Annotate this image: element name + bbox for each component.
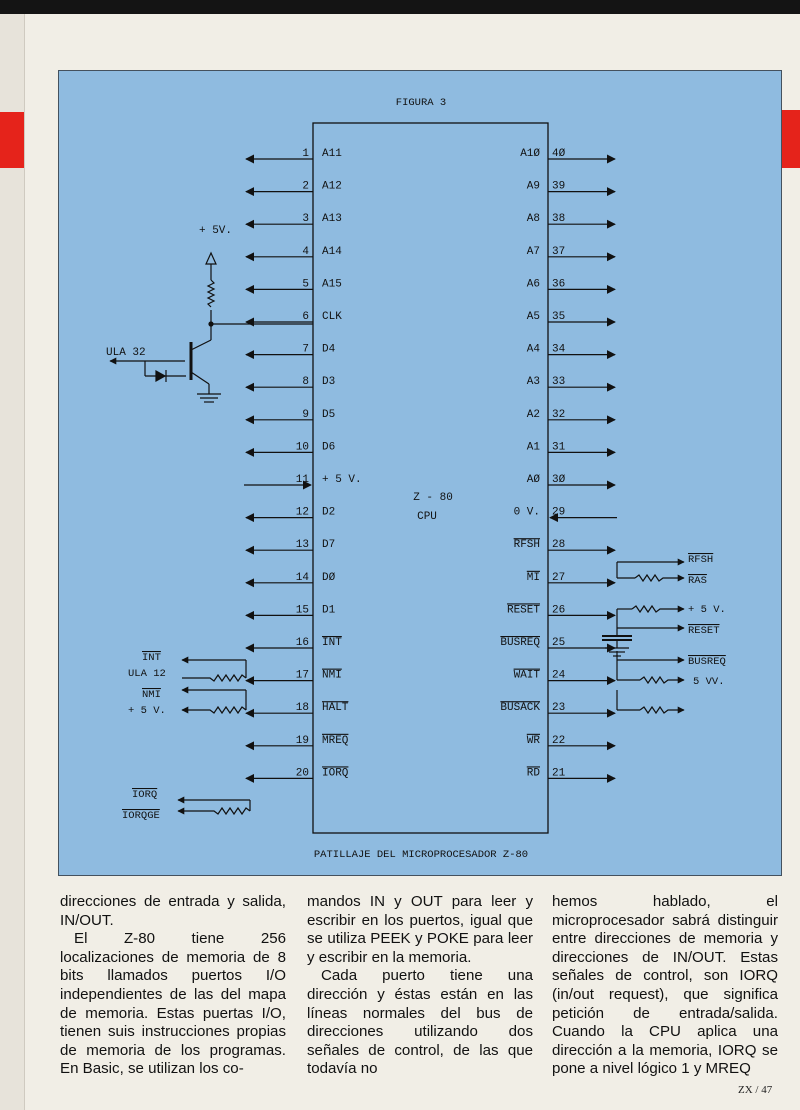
right-pin-number: 39 xyxy=(552,180,566,193)
plus5-right-label: + 5 V. xyxy=(688,604,726,616)
busreq-external-label: BUSREQ xyxy=(688,656,726,668)
left-pin-name: D4 xyxy=(322,343,336,356)
right-pin-name: A9 xyxy=(526,180,540,193)
diode-icon xyxy=(156,371,165,381)
reset-network xyxy=(602,606,684,656)
left-pin-name: INT xyxy=(322,637,342,649)
right-pin-name: AØ xyxy=(526,474,540,486)
left-pin-name: NMI xyxy=(322,669,342,682)
right-pin-name: A5 xyxy=(526,311,540,323)
right-pin-number: 33 xyxy=(552,376,566,389)
left-pin-number: 14 xyxy=(295,571,309,584)
text-column-1 xyxy=(60,893,286,1079)
right-pin-name: BUSACK xyxy=(500,702,540,715)
int-external-label: INT xyxy=(142,652,161,664)
right-pin-group xyxy=(500,148,617,779)
right-pin-name: A4 xyxy=(526,343,540,356)
left-pin-number: 12 xyxy=(295,506,309,519)
figure-caption: PATILLAJE DEL MICROPROCESADOR Z-80 xyxy=(313,849,529,861)
left-pin-name: A11 xyxy=(322,148,342,160)
ula32-label: ULA 32 xyxy=(106,347,146,359)
left-pin-name: CLK xyxy=(322,311,342,323)
left-pin-name: A15 xyxy=(322,278,342,291)
left-pin-number: 10 xyxy=(295,441,309,454)
right-pin-number: 23 xyxy=(552,702,566,715)
left-pin-name: A14 xyxy=(322,245,342,258)
left-pin-name: D3 xyxy=(322,376,336,389)
left-pin-name: + 5 V. xyxy=(322,474,362,486)
right-pin-number: 4Ø xyxy=(552,148,566,160)
vv-label: 5 VV. xyxy=(693,676,725,688)
left-pin-number: 9 xyxy=(302,408,309,421)
left-pin-name: D1 xyxy=(322,604,336,617)
right-pin-name: A7 xyxy=(526,245,540,258)
left-pin-number: 18 xyxy=(295,702,309,715)
right-pin-number: 35 xyxy=(552,311,566,323)
right-pin-name: A1 xyxy=(526,441,540,454)
left-pin-name: D2 xyxy=(322,506,336,519)
iorq-external-label: IORQ xyxy=(132,789,158,801)
left-pin-number: 17 xyxy=(295,669,309,682)
right-pin-number: 27 xyxy=(552,571,566,584)
right-pin-number: 24 xyxy=(552,669,566,682)
col1-paragraph-1: direcciones de entrada y salida, IN/OUT. xyxy=(60,893,286,929)
left-pin-number: 4 xyxy=(302,245,309,258)
right-pin-name: BUSREQ xyxy=(500,637,540,649)
right-pin-number: 21 xyxy=(552,767,566,780)
left-pin-number: 7 xyxy=(302,343,309,356)
right-pin-name: A1Ø xyxy=(520,148,540,160)
text-column-2 xyxy=(307,893,533,1079)
left-pin-name: MREQ xyxy=(322,734,349,747)
left-pin-name: D6 xyxy=(322,441,336,454)
left-pin-name: DØ xyxy=(322,571,336,584)
chip-name: Z - 80 xyxy=(413,492,453,504)
left-pin-number: 20 xyxy=(295,767,309,780)
int-nmi-network xyxy=(182,660,246,713)
right-pin-number: 22 xyxy=(552,734,566,747)
left-pin-name: HALT xyxy=(322,702,349,715)
right-pin-number: 26 xyxy=(552,604,566,617)
left-pin-number: 15 xyxy=(295,604,309,617)
supply-label: + 5V. xyxy=(199,225,233,237)
left-pin-name: D7 xyxy=(322,539,336,552)
rfsh-external-label: RFSH xyxy=(688,554,714,566)
col3-paragraph-1: hemos hablado, el microprocesador sabrá distinguir entre direcciones de memoria y direcciones de IN/OUT. Estas señales de control, son IORQ (in/out request), que significa petición de entrada/salida. Cuando la CPU aplica una dirección a la memoria, IORQ se pone a nivel lógico 1 y MREQ xyxy=(552,893,778,1078)
right-pin-number: 37 xyxy=(552,245,566,258)
right-pin-number: 36 xyxy=(552,278,566,291)
left-pin-name: A12 xyxy=(322,180,342,193)
left-pin-name: A13 xyxy=(322,213,342,226)
left-pin-name: D5 xyxy=(322,408,336,421)
clock-circuit xyxy=(110,225,313,402)
iorq-network xyxy=(178,800,250,814)
right-pin-name: WAIT xyxy=(513,669,540,682)
left-pin-group xyxy=(244,148,362,779)
ula12-label: ULA 12 xyxy=(128,668,166,680)
col1-paragraph-2: El Z-80 tiene 256 localizaciones de memoria de 8 bits llamados puertos I/O independientes de las del mapa de memoria. Estas puertas I/O, tienen suis instrucciones propias de memoria de los programas. En Basic, se utilizan los co- xyxy=(60,930,286,1078)
plus5-left-label: + 5 V. xyxy=(128,705,166,717)
rfsh-ras-network xyxy=(617,562,684,581)
left-pin-number: 11 xyxy=(295,474,309,486)
col2-paragraph-2: Cada puerto tiene una dirección y éstas están en las líneas normales del bus de direcciones utilizando dos señales de control, de las que todavía no xyxy=(307,967,533,1078)
left-pin-number: 3 xyxy=(302,213,309,226)
right-pin-number: 3Ø xyxy=(552,474,566,486)
right-pin-name: A8 xyxy=(526,213,540,226)
left-pin-number: 13 xyxy=(295,539,309,552)
right-pin-number: 29 xyxy=(552,506,566,519)
right-pin-name: 0 V. xyxy=(513,506,540,519)
right-pin-name: WR xyxy=(526,734,540,747)
right-pin-number: 34 xyxy=(552,343,566,356)
supply-arrow-icon xyxy=(206,253,216,264)
reset-external-label: RESET xyxy=(688,625,720,637)
right-pin-name: A3 xyxy=(526,376,540,389)
nmi-external-label: NMI xyxy=(142,689,161,701)
figure-title: FIGURA 3 xyxy=(395,97,447,109)
pullup-resistor-icon xyxy=(208,280,214,307)
right-pin-name: MI xyxy=(526,571,540,584)
right-pin-number: 38 xyxy=(552,213,566,226)
page-folio: ZX / 47 xyxy=(738,1084,773,1096)
chip-sub-label: CPU xyxy=(417,511,437,523)
left-pin-name: IORQ xyxy=(322,767,349,780)
left-pin-number: 6 xyxy=(302,311,309,323)
busreq-wait-network xyxy=(617,651,684,713)
right-pin-name: A6 xyxy=(526,278,540,291)
left-pin-number: 1 xyxy=(302,148,309,160)
text-column-3 xyxy=(552,893,778,1079)
right-pin-name: RFSH xyxy=(513,539,540,552)
right-pin-name: RD xyxy=(526,767,540,780)
col2-paragraph-1: mandos IN y OUT para leer y escribir en los puertos, igual que se utiliza PEEK y POKE para leer y escribir en la memoria. xyxy=(307,893,533,966)
left-pin-number: 16 xyxy=(295,637,309,649)
iorqge-external-label: IORQGE xyxy=(122,810,160,822)
right-pin-number: 28 xyxy=(552,539,566,552)
left-pin-number: 8 xyxy=(302,376,309,389)
right-pin-name: A2 xyxy=(526,408,540,421)
left-pin-number: 2 xyxy=(302,180,309,193)
right-pin-number: 31 xyxy=(552,441,566,454)
left-pin-number: 19 xyxy=(295,734,309,747)
right-pin-number: 32 xyxy=(552,408,566,421)
right-pin-name: RESET xyxy=(506,604,540,617)
right-pin-number: 25 xyxy=(552,637,566,649)
ras-external-label: RAS xyxy=(688,575,707,587)
left-pin-number: 5 xyxy=(302,278,309,291)
